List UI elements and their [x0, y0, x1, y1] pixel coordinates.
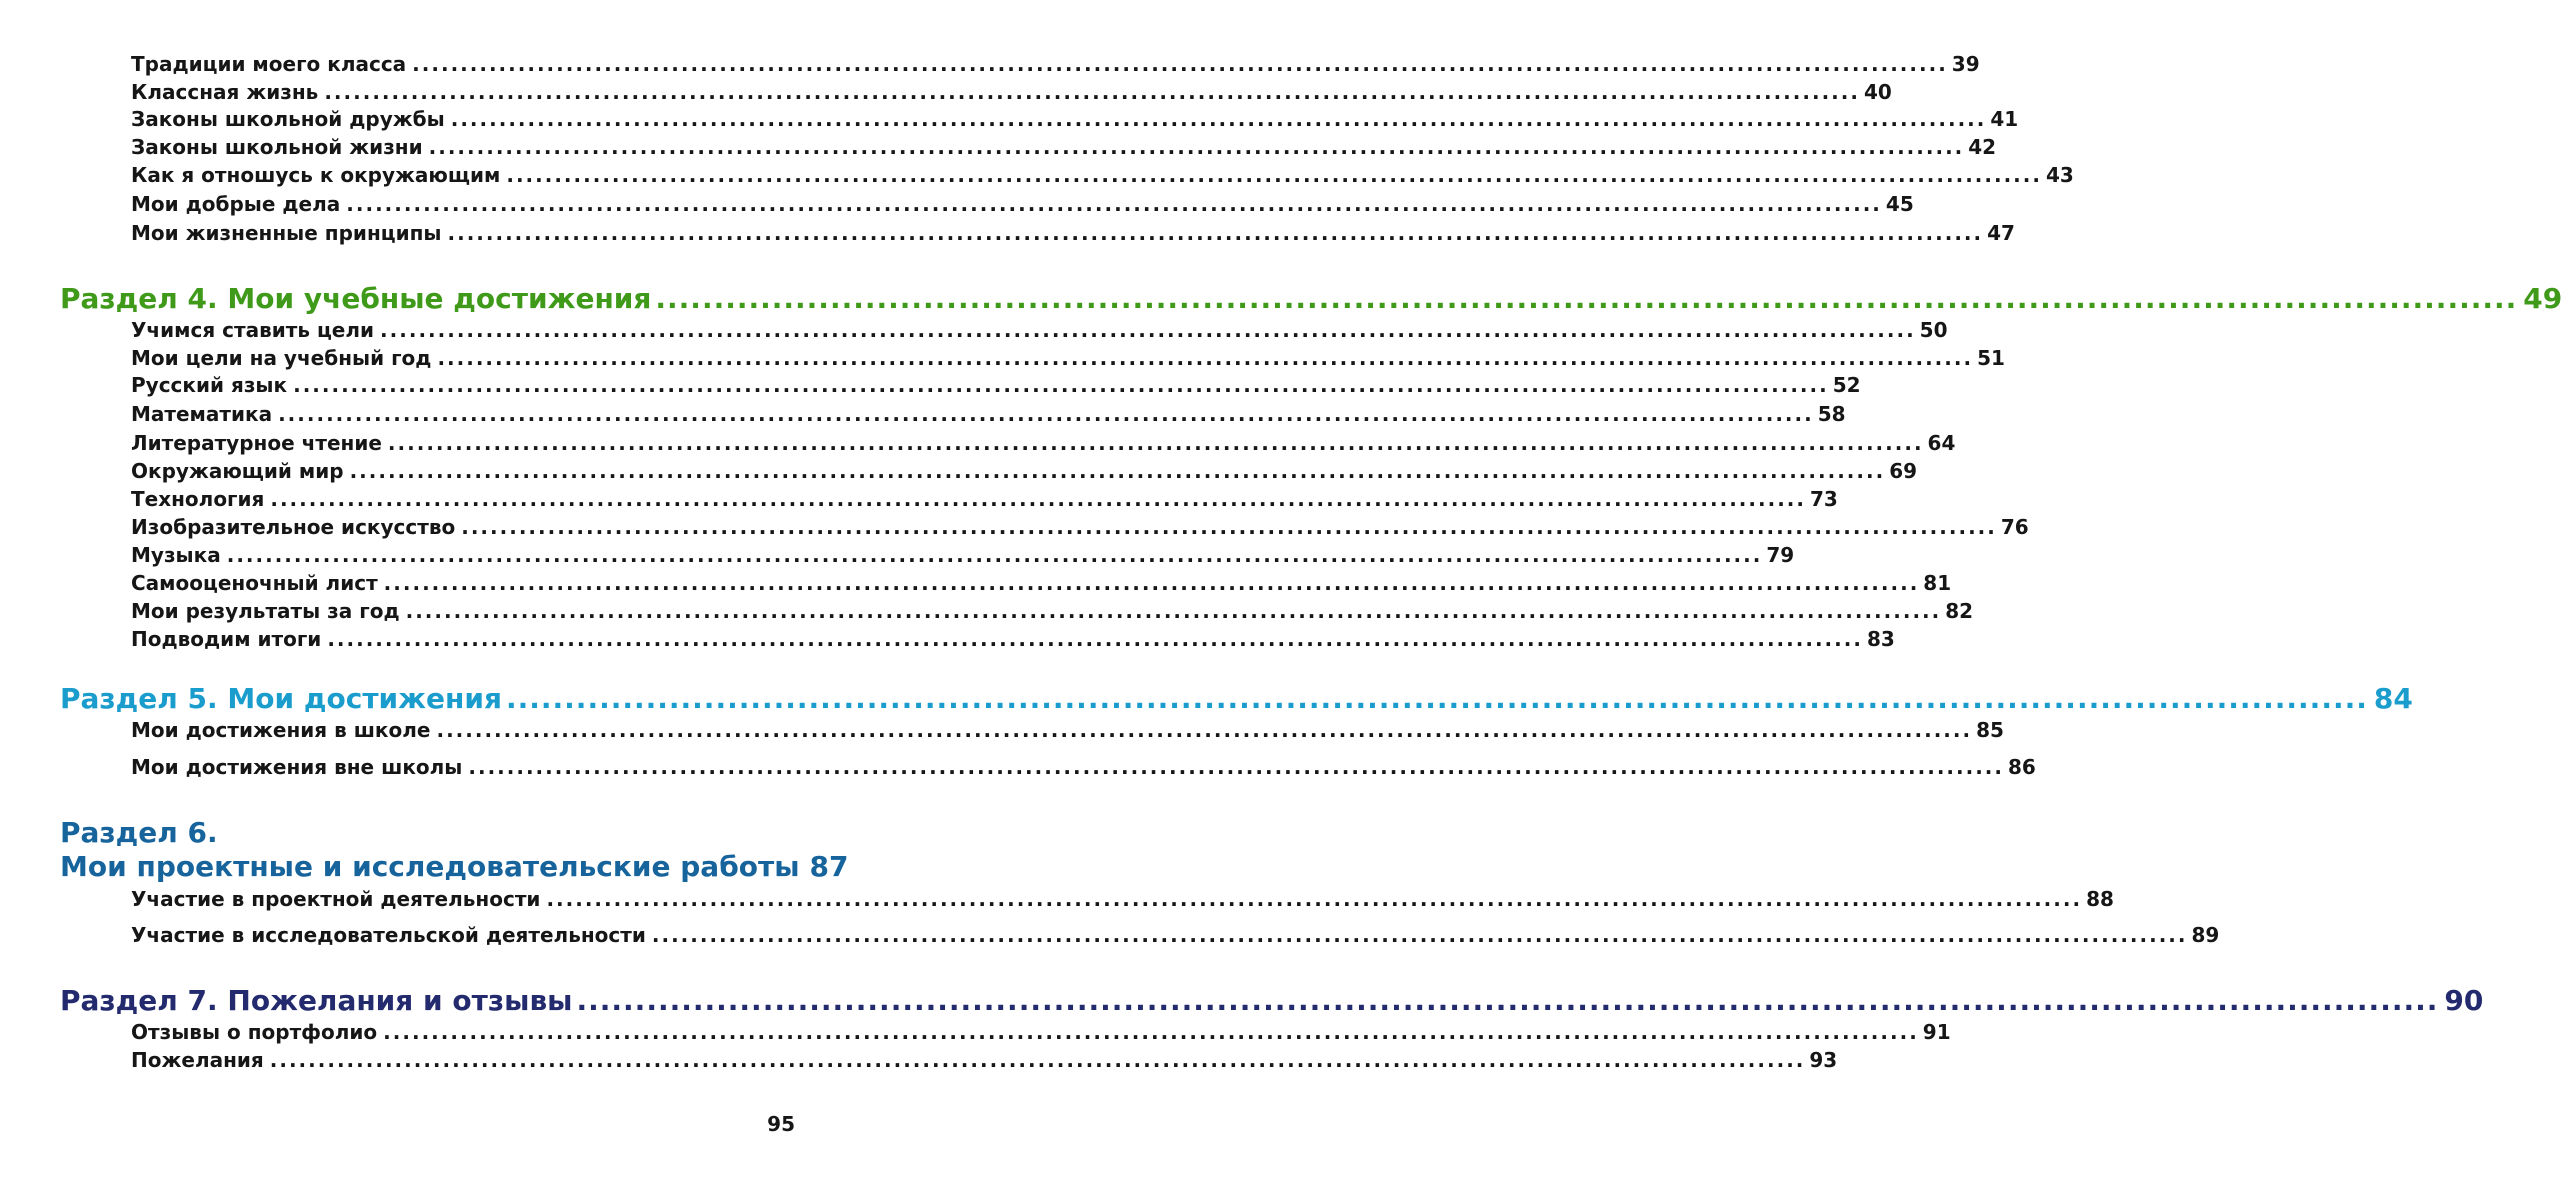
toc-entry-page: 58 [1817, 402, 1846, 426]
toc-entry-title: Музыка [131, 543, 221, 567]
toc-entry-page: 69 [1889, 459, 1918, 483]
toc-entry [131, 50, 1980, 78]
toc-entry-page: 45 [1885, 192, 1914, 216]
toc-entry [131, 513, 2029, 541]
toc-entry-title: Традиции моего класса [131, 52, 407, 76]
toc-entry-page: 52 [1832, 373, 1861, 397]
dot-leader: ................................................................................................................................................................ [269, 1048, 1806, 1072]
toc-entry-title: Русский язык [131, 373, 288, 397]
dot-leader: ................................................................................................................................................................ [387, 431, 1924, 455]
toc-entry [131, 1018, 1951, 1046]
toc-entry-page: 88 [2086, 887, 2114, 911]
dot-leader: ................................................................................................................................................................ [546, 887, 2083, 911]
toc-entry-page: 82 [1945, 599, 1974, 623]
section-title: Раздел 7. Пожелания и отзывы [60, 984, 573, 1017]
dot-leader: ................................................................................................................................................................ [576, 984, 2439, 1017]
toc-entry-page: 93 [1809, 1048, 1838, 1072]
dot-leader: ................................................................................................................................................................ [506, 163, 2042, 187]
toc-entry-title: Мои жизненные принципы [131, 221, 442, 245]
toc-entry-title: Мои достижения вне школы [131, 755, 463, 779]
toc-entry-page: 85 [1976, 718, 2004, 742]
toc-entry [131, 597, 1974, 625]
section-5-heading [60, 680, 2413, 718]
dot-leader: ................................................................................................................................................................ [226, 543, 1763, 567]
toc-entry-title: Изобразительное искусство [131, 515, 456, 539]
toc-entry [131, 133, 1997, 161]
dot-leader: ................................................................................................................................................................ [293, 373, 1829, 397]
toc-entry-title: Законы школьной дружбы [131, 107, 445, 131]
section-title: Раздел 4. Мои учебные достижения [60, 282, 652, 315]
toc-entry-page: 73 [1809, 487, 1838, 511]
dot-leader: ................................................................................................................................................................ [461, 515, 1997, 539]
toc-entry-page: 83 [1866, 627, 1895, 651]
dot-leader: ................................................................................................................................................................ [468, 755, 2004, 779]
section-6-heading [60, 848, 849, 886]
section-page: 90 [2444, 984, 2484, 1017]
toc-entry [131, 161, 2074, 189]
dot-leader: ................................................................................................................................................................ [270, 487, 1806, 511]
section-title: Раздел 5. Мои достижения [60, 682, 502, 715]
dot-leader: ................................................................................................................................................................ [655, 282, 2518, 315]
toc-entry-title: Классная жизнь [131, 80, 319, 104]
toc-entry-title: Мои результаты за год [131, 599, 400, 623]
toc-entry-page: 39 [1951, 52, 1980, 76]
toc-entry-title: Математика [131, 402, 273, 426]
toc-entry [131, 78, 1892, 106]
toc-entry-title: Мои достижения в школе [131, 718, 431, 742]
toc-entry-page: 86 [2008, 755, 2036, 779]
toc-entry-title: Отзывы о портфолио [131, 1020, 378, 1044]
toc-entry [131, 190, 1914, 218]
toc-entry-page: 42 [1968, 135, 1997, 159]
section-title: Мои проектные и исследовательские работы [60, 850, 800, 883]
dot-leader: ................................................................................................................................................................ [383, 1020, 1919, 1044]
toc-entry-title: Учимся ставить цели [131, 318, 375, 342]
toc-entry-title: Как я отношусь к окружающим [131, 163, 501, 187]
toc-entry-page: 89 [2191, 923, 2220, 947]
dot-leader: ................................................................................................................................................................ [349, 459, 1886, 483]
section-page: 84 [2373, 682, 2413, 715]
toc-entry-page: 76 [2000, 515, 2029, 539]
toc-entry [131, 569, 1952, 597]
toc-entry [131, 921, 2220, 949]
dot-leader: ................................................................................................................................................................ [380, 318, 1916, 342]
toc-entry [131, 316, 1948, 344]
section-6-heading-line1: Раздел 6. [60, 816, 218, 849]
dot-leader: ................................................................................................................................................................ [324, 80, 1860, 104]
page-number: 95 [767, 1112, 795, 1136]
toc-entry-page: 43 [2045, 163, 2074, 187]
toc-entry-title: Самооценочный лист [131, 571, 378, 595]
dot-leader: ................................................................................................................................................................ [437, 346, 1974, 370]
toc-entry [131, 485, 1838, 513]
dot-leader: ................................................................................................................................................................ [505, 682, 2368, 715]
toc-entry [131, 625, 1895, 653]
toc-entry-title: Окружающий мир [131, 459, 344, 483]
toc-entry [131, 885, 2114, 913]
dot-leader: ................................................................................................................................................................ [412, 52, 1948, 76]
toc-entry-page: 51 [1977, 346, 2005, 370]
toc-entry [131, 753, 2036, 781]
section-page: 87 [809, 850, 849, 883]
dot-leader: ................................................................................................................................................................ [327, 627, 1863, 651]
dot-leader: ................................................................................................................................................................ [405, 599, 1942, 623]
toc-entry-title: Подводим итоги [131, 627, 322, 651]
toc-entry-page: 79 [1766, 543, 1795, 567]
dot-leader: ................................................................................................................................................................ [383, 571, 1920, 595]
dot-leader: ................................................................................................................................................................ [651, 923, 2188, 947]
section-7-heading [60, 982, 2484, 1020]
dot-leader: ................................................................................................................................................................ [346, 192, 1882, 216]
section-page: 49 [2523, 282, 2562, 315]
toc-entry [131, 400, 1846, 428]
toc-entry-title: Законы школьной жизни [131, 135, 423, 159]
dot-leader: ................................................................................................................................................................ [428, 135, 1965, 159]
toc-entry-page: 91 [1922, 1020, 1951, 1044]
toc-entry-page: 41 [1990, 107, 2019, 131]
toc-entry-title: Технология [131, 487, 265, 511]
toc-entry [131, 429, 1956, 457]
toc-entry-title: Участие в проектной деятельности [131, 887, 541, 911]
toc-entry-page: 50 [1919, 318, 1948, 342]
toc-entry-title: Литературное чтение [131, 431, 382, 455]
toc-entry [131, 1046, 1838, 1074]
toc-entry [131, 344, 2005, 372]
toc-entry-title: Пожелания [131, 1048, 264, 1072]
section-4-heading [60, 280, 2562, 318]
toc-entry [131, 371, 1861, 399]
dot-leader: ................................................................................................................................................................ [450, 107, 1987, 131]
dot-leader: ................................................................................................................................................................ [436, 718, 1973, 742]
toc-entry-page: 64 [1927, 431, 1956, 455]
toc-entry [131, 716, 2004, 744]
toc-entry-title: Мои добрые дела [131, 192, 341, 216]
toc-entry-title: Мои цели на учебный год [131, 346, 432, 370]
dot-leader: ................................................................................................................................................................ [447, 221, 1984, 245]
toc-entry [131, 541, 1795, 569]
dot-leader: ................................................................................................................................................................ [278, 402, 1814, 426]
toc-entry-page: 40 [1863, 80, 1892, 104]
toc-entry [131, 219, 2015, 247]
toc-entry [131, 105, 2019, 133]
toc-entry [131, 457, 1918, 485]
toc-entry-page: 81 [1923, 571, 1952, 595]
toc-entry-page: 47 [1987, 221, 2015, 245]
toc-entry-title: Участие в исследовательской деятельности [131, 923, 646, 947]
